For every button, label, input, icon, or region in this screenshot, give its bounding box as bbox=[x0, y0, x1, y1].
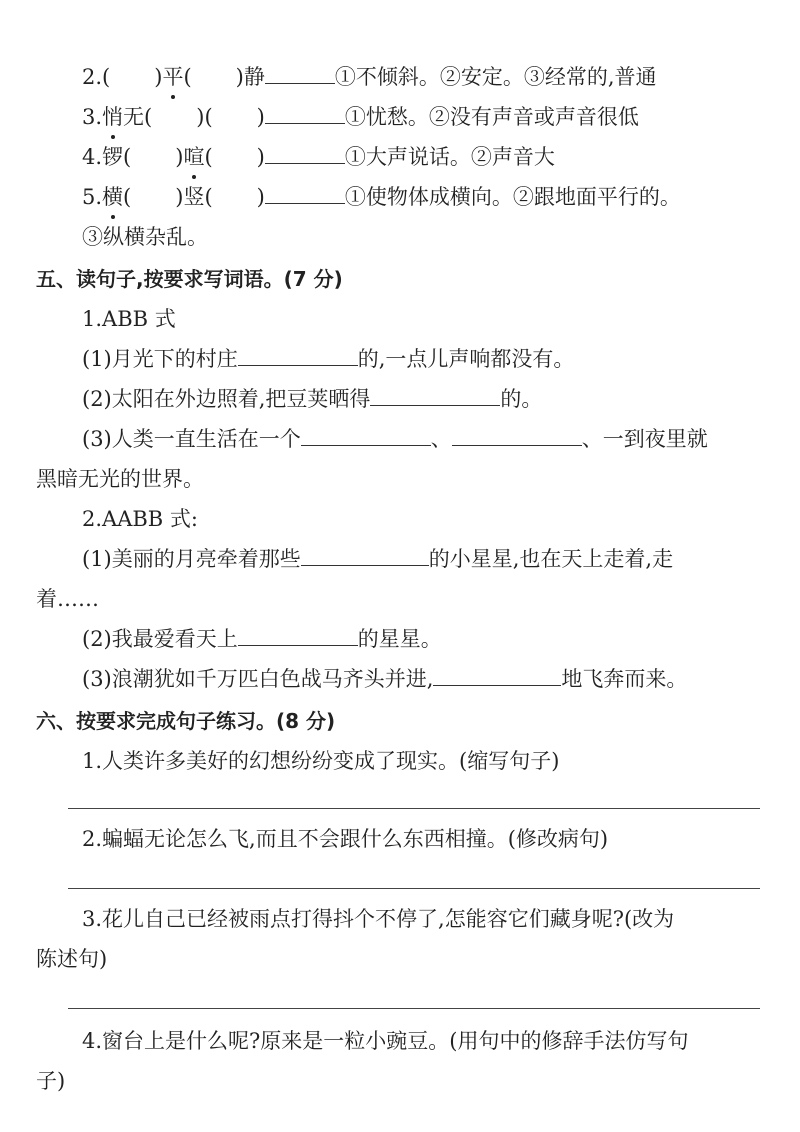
s4-q2-char1: 平 bbox=[162, 62, 183, 92]
s5-p2-item1: (1)美丽的月亮牵着那些 的小星星,也在天上走着,走 bbox=[82, 547, 674, 571]
section-5-title: 五、读句子,按要求写词语。(7 分) bbox=[36, 267, 343, 291]
s6-q2-answer-line[interactable] bbox=[68, 888, 760, 889]
s5-p2-item1-blank[interactable] bbox=[301, 545, 429, 566]
s4-q5: 5.横( )竖( ) ①使物体成横向。②跟地面平行的。 bbox=[82, 182, 681, 212]
s5-p1-item3: (3)人类一直生活在一个 、 、一到夜里就 bbox=[82, 427, 708, 451]
s5-p2-item3-blank[interactable] bbox=[433, 665, 561, 686]
s6-q2: 2.蝙蝠无论怎么飞,而且不会跟什么东西相撞。(修改病句) bbox=[82, 827, 609, 851]
s5-p2-label: 2.AABB 式: bbox=[82, 507, 198, 531]
s4-q2-blank[interactable] bbox=[265, 63, 335, 84]
s5-p2-item1-cont: 着…… bbox=[36, 587, 99, 611]
s6-q3-cont: 陈述句) bbox=[36, 947, 108, 971]
s4-q5-blank[interactable] bbox=[265, 183, 345, 204]
s5-p1-item3-cont: 黑暗无光的世界。 bbox=[36, 467, 204, 491]
s6-q1: 1.人类许多美好的幻想纷纷变成了现实。(缩写句子) bbox=[82, 749, 560, 773]
section-6-title: 六、按要求完成句子练习。(8 分) bbox=[36, 709, 336, 733]
s5-p1-item1-blank[interactable] bbox=[238, 345, 358, 366]
s5-p2-item2: (2)我最爱看天上 的星星。 bbox=[82, 627, 442, 651]
s5-p1-label: 1.ABB 式 bbox=[82, 307, 176, 331]
s5-p1-item3-blank2[interactable] bbox=[452, 425, 582, 446]
s6-q3: 3.花儿自己已经被雨点打得抖个不停了,怎能容它们藏身呢?(改为 bbox=[82, 907, 675, 931]
s4-q4: 4.锣( )喧( ) ①大声说话。②声音大 bbox=[82, 142, 555, 172]
s4-q4-blank[interactable] bbox=[265, 143, 345, 164]
s5-p2-item2-blank[interactable] bbox=[238, 625, 358, 646]
s5-p1-item2: (2)太阳在外边照着,把豆荚晒得 的。 bbox=[82, 387, 543, 411]
s4-q3: 3.悄无( )( ) ①忧愁。②没有声音或声音很低 bbox=[82, 102, 639, 132]
s4-q3-blank[interactable] bbox=[265, 103, 345, 124]
s6-q3-answer-line[interactable] bbox=[68, 1008, 760, 1009]
s6-q4: 4.窗台上是什么呢?原来是一粒小豌豆。(用句中的修辞手法仿写句 bbox=[82, 1029, 689, 1053]
s4-q5-cont: ③纵横杂乱。 bbox=[82, 225, 208, 249]
s5-p1-item1: (1)月光下的村庄 的,一点儿声响都没有。 bbox=[82, 347, 575, 371]
s5-p1-item3-blank1[interactable] bbox=[301, 425, 431, 446]
s4-q2: 2.( )平( )静 ①不倾斜。②安定。③经常的,普通 bbox=[82, 62, 657, 92]
s6-q4-cont: 子) bbox=[36, 1069, 66, 1093]
s6-q1-answer-line[interactable] bbox=[68, 808, 760, 809]
s5-p1-item2-blank[interactable] bbox=[370, 385, 500, 406]
s5-p2-item3: (3)浪潮犹如千万匹白色战马齐头并进, 地飞奔而来。 bbox=[82, 667, 688, 691]
